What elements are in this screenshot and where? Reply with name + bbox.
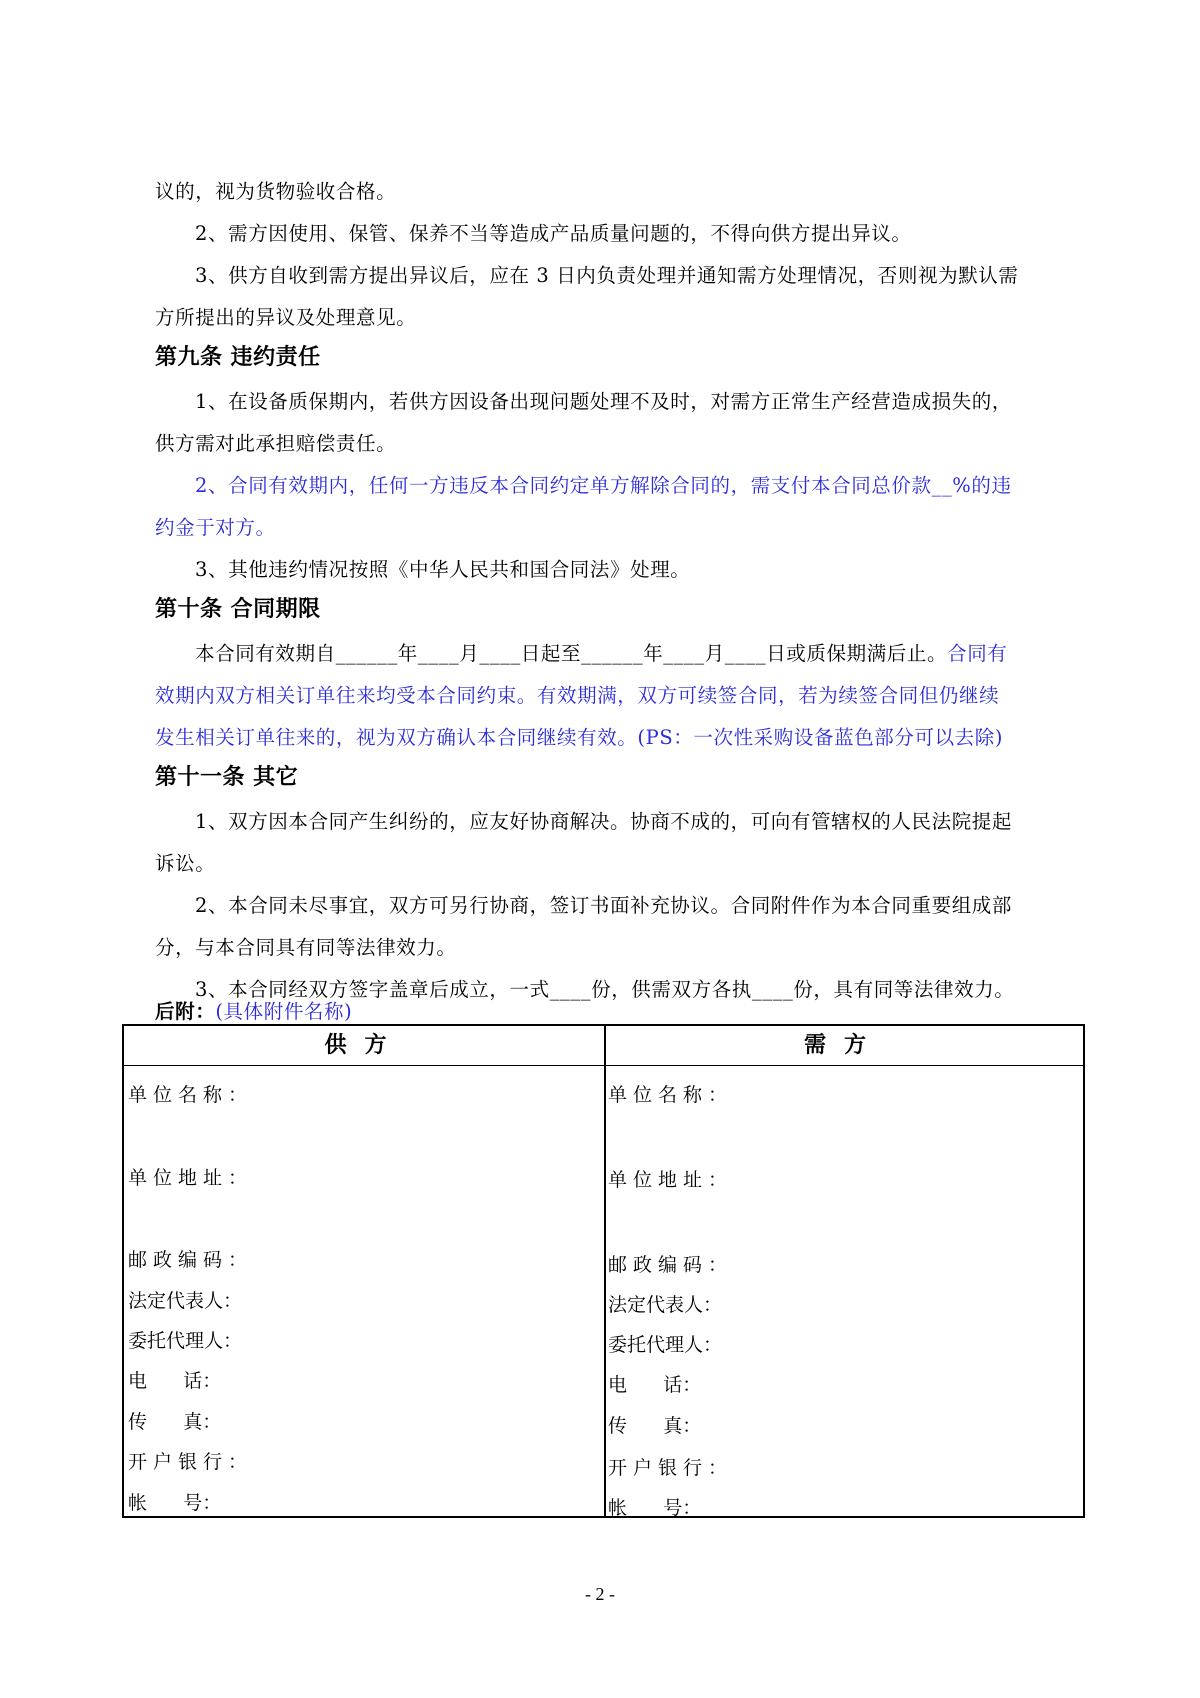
text-line: 3、其他违约情况按照《中华人民共和国合同法》处理。 <box>195 558 691 581</box>
attachment-line <box>155 1000 1055 1024</box>
text-line: 3、本合同经双方签字盖章后成立，一式____份，供需双方各执____份，具有同等法律效力。 <box>195 978 1015 1001</box>
buyer-agent-label: 委托代理人： <box>608 1334 723 1356</box>
buyer-header: 需方 <box>605 1026 1083 1066</box>
buyer-address-label: 单位地址： <box>608 1169 734 1191</box>
text-line-blue: 2、合同有效期内，任何一方违反本合同约定单方解除合同的，需支付本合同总价款__%的违 <box>195 474 1012 497</box>
text-line-blue: 发生相关订单往来的，视为双方确认本合同继续有效。(PS：一次性采购设备蓝色部分可以去除) <box>155 726 1004 749</box>
text-line: 供方需对此承担赔偿责任。 <box>155 432 397 455</box>
supplier-bank-label: 开户银行： <box>128 1451 254 1473</box>
supplier-header: 供方 <box>124 1026 605 1066</box>
text-line <box>195 642 1055 666</box>
supplier-phone-label: 电 话： <box>128 1370 222 1392</box>
buyer-bank-label: 开户银行： <box>608 1457 734 1479</box>
supplier-address-label: 单位地址： <box>128 1167 254 1189</box>
page-number: - 2 - <box>585 1584 615 1604</box>
supplier-legal-rep-label: 法定代表人： <box>128 1290 243 1312</box>
text-line: 2、本合同未尽事宜，双方可另行协商，签订书面补充协议。合同附件作为本合同重要组成部 <box>195 894 1013 917</box>
signature-table <box>122 1024 1085 1518</box>
attachment-note: (具体附件名称) <box>215 1000 353 1023</box>
section-heading-10: 第十条 合同期限 <box>155 597 321 622</box>
section-heading-9: 第九条 违约责任 <box>155 345 321 370</box>
text-line: 1、双方因本合同产生纠纷的，应友好协商解决。协商不成的，可向有管辖权的人民法院提起 <box>195 810 1013 833</box>
text-line: 方所提出的异议及处理意见。 <box>155 306 417 329</box>
supplier-agent-label: 委托代理人： <box>128 1330 243 1352</box>
text-line: 2、需方因使用、保管、保养不当等造成产品质量问题的，不得向供方提出异议。 <box>195 222 912 245</box>
text-line: 诉讼。 <box>155 852 216 875</box>
section-heading-11: 第十一条 其它 <box>155 765 299 790</box>
buyer-name-label: 单位名称： <box>608 1084 734 1106</box>
supplier-postcode-label: 邮政编码： <box>128 1249 254 1271</box>
supplier-name-label: 单位名称： <box>128 1084 254 1106</box>
term-text-blue: 合同有 <box>947 642 1008 665</box>
column-divider <box>604 1026 606 1516</box>
text-line: 议的，视为货物验收合格。 <box>155 180 397 203</box>
supplier-fax-label: 传 真： <box>128 1411 222 1433</box>
text-line: 分，与本合同具有同等法律效力。 <box>155 936 457 959</box>
buyer-fax-label: 传 真： <box>608 1415 702 1437</box>
text-line: 1、在设备质保期内，若供方因设备出现问题处理不及时，对需方正常生产经营造成损失的， <box>195 390 1013 413</box>
buyer-postcode-label: 邮政编码： <box>608 1254 734 1276</box>
buyer-phone-label: 电 话： <box>608 1374 702 1396</box>
text-line-blue: 约金于对方。 <box>155 516 276 539</box>
term-text: 本合同有效期自______年____月____日起至______年____月____日或质保期满后止。 <box>195 642 948 665</box>
text-line-blue: 效期内双方相关订单往来均受本合同约束。有效期满，双方可续签合同，若为续签合同但仍继续 <box>155 684 1000 707</box>
buyer-account-label: 帐 号： <box>608 1497 702 1519</box>
attachment-label: 后附： <box>155 1000 216 1023</box>
supplier-account-label: 帐 号： <box>128 1492 222 1514</box>
buyer-legal-rep-label: 法定代表人： <box>608 1294 723 1316</box>
text-line: 3、供方自收到需方提出异议后，应在 3 日内负责处理并通知需方处理情况，否则视为默认需 <box>195 264 1019 287</box>
